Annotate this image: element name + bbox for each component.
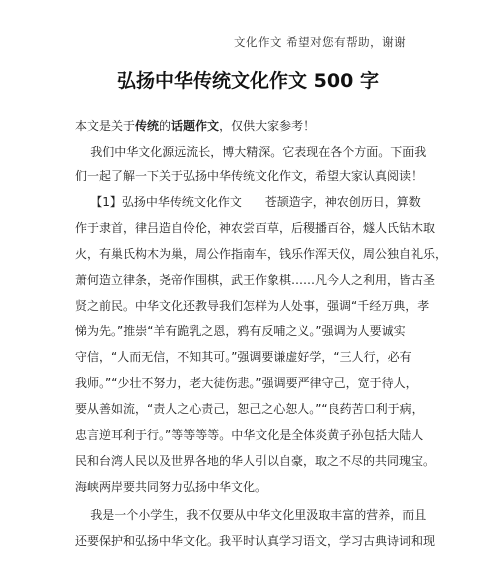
paragraph-line: 还要保护和弘扬中华文化。我平时认真学习语文，学习古典诗词和现 — [75, 534, 436, 548]
intro-text: 本文是关于 — [75, 119, 136, 133]
paragraph-line: 我是一个小学生，我不仅要从中华文化里汲取丰富的营养，而且 — [75, 508, 427, 522]
intro-text: 的 — [159, 119, 172, 133]
paragraph-line: 们一起了解一下关于弘扬中华传统文化作文，希望大家认真阅读！ — [75, 169, 424, 183]
intro-line — [75, 119, 315, 133]
intro-text: ，仅供大家参考！ — [219, 119, 316, 133]
paragraph-line: 我们中华文化源远流长，博大精深。它表现在各个方面。下面我 — [75, 145, 427, 159]
intro-keyword: 传统 — [135, 119, 160, 133]
paragraph-line: 作于隶首，律吕造自伶伦，神农尝百草，后稷播百谷，燧人氏钻木取 — [75, 221, 436, 235]
paragraph-line: 悌为先。”推崇“羊有跪乳之恩，鸦有反哺之义。”强调为人要诚实 — [75, 324, 406, 338]
paragraph-line: 贤之前民。中华文化还教导我们怎样为人处事，强调“千经万典，孝 — [75, 299, 430, 313]
header-note: 文化作文 希望对您有帮助，谢谢 — [234, 35, 407, 49]
paragraph-line: 萧何造立律条，尧帝作围棋，武王作象棋……凡今人之利用，皆古圣 — [75, 273, 436, 287]
paragraph-line: 忠言逆耳利于行。”等等等等。中华文化是全体炎黄子孙包括大陆人 — [75, 428, 424, 442]
paragraph-line: 守信，“人而无信，不知其可。”强调要谦虚好学，“三人行，必有 — [75, 350, 412, 364]
intro-keyword: 话题作文 — [171, 119, 220, 133]
paragraph-line: 我师。”“少壮不努力，老大徒伤悲。”强调要严律守己，宽于待人， — [75, 376, 418, 390]
paragraph-line: 要从善如流，“责人之心责己，恕己之心恕人。”“良药苦口利于病， — [75, 402, 424, 416]
document-title: 弘扬中华传统文化作文 500 字 — [117, 70, 379, 92]
paragraph-line: 民和台湾人民以及世界各地的华人引以自豪，取之不尽的共同瑰宝。 — [75, 454, 436, 468]
paragraph-line: 海峡两岸要共同努力弘扬中华文化。 — [75, 480, 268, 494]
paragraph-line: 【1】弘扬中华传统文化作文 苍颉造字，神农创历日，算数 — [75, 195, 421, 209]
paragraph-line: 火，有巢氏构木为巢，周公作指南车，钱乐作浑天仪，周公独自礼乐， — [75, 247, 448, 261]
